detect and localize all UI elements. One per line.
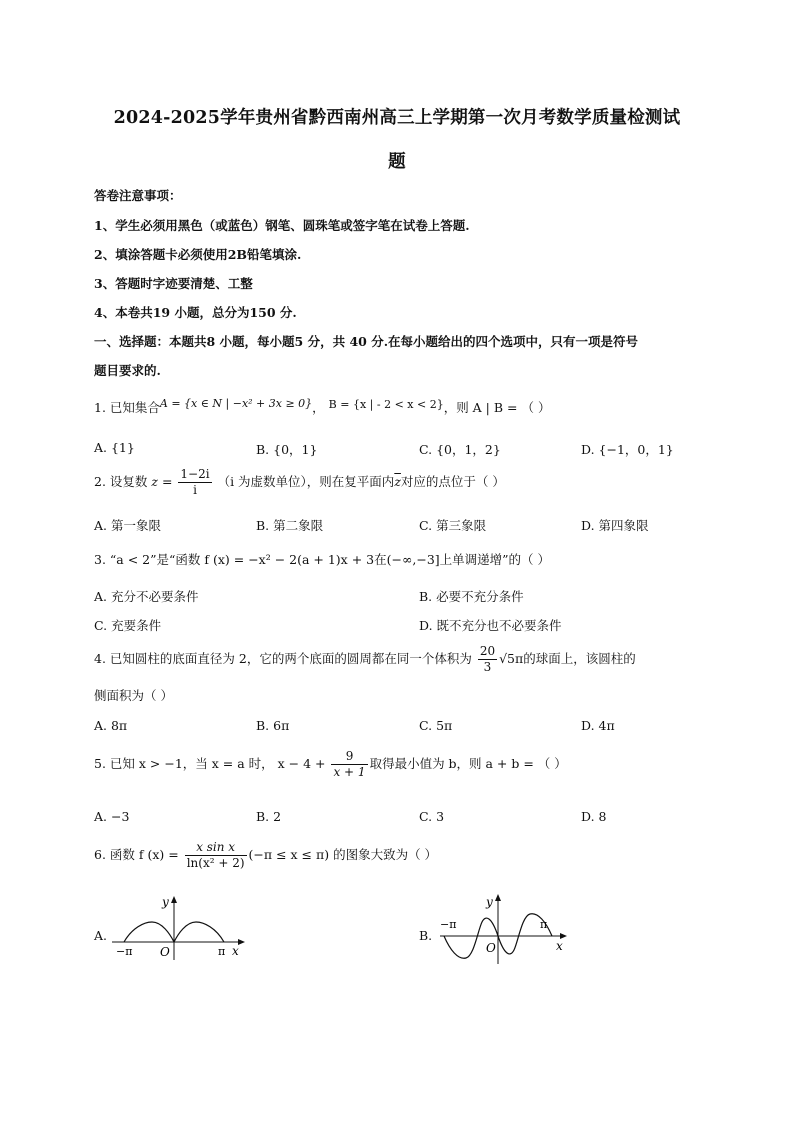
q5-numerator: 9 [331, 749, 367, 765]
question-3: 3. “a < 2”是“函数 f (x) = −x² − 2(a + 1)x + 3在(−∞,−3]上单调递增”的（ ） [94, 552, 551, 567]
graph-a-x-label: x [232, 944, 239, 958]
q1-option-d: D. {−1，0，1} [581, 442, 674, 457]
q4-numerator: 20 [479, 644, 496, 658]
graph-a-pi-label: π [218, 945, 226, 958]
notice-item-3: 3、答题时字迹要清楚、工整 [94, 276, 253, 291]
question-1 [94, 398, 550, 416]
q3-option-a: A. 充分不必要条件 [94, 589, 199, 604]
q1-set-a: A = {x ∈ N | −x² + 3x ≥ 0} [159, 397, 313, 410]
q4-option-b: B. 6π [256, 718, 290, 733]
q2-fraction [178, 467, 211, 498]
q6-graph-a [108, 894, 248, 962]
graph-a-negpi-label: −π [116, 945, 133, 958]
q5-fraction [331, 749, 367, 780]
graph-a-x-arrow [238, 939, 245, 945]
graph-b-x-label: x [556, 939, 563, 953]
q5-option-d: D. 8 [581, 809, 607, 824]
graph-b-y-label: y [486, 895, 493, 909]
q4-denominator: 3 [483, 660, 492, 674]
section1-instructions-line1: 一、选择题：本题共8 小题，每小题5 分，共 40 分.在每小题给出的四个选项中，只有一项是符号 [94, 334, 639, 349]
notice-heading: 答卷注意事项： [94, 188, 182, 203]
q6-graph-b [436, 892, 570, 966]
exam-title-line1: 2024-2025学年贵州省黔西南州高三上学期第一次月考数学质量检测试 [113, 108, 681, 128]
q4-option-d: D. 4π [581, 718, 615, 733]
q3-option-c: C. 充要条件 [94, 618, 162, 633]
q1-option-c: C. {0，1，2} [419, 442, 501, 457]
exam-title-line2: 题 [388, 152, 406, 172]
q1-prefix: 1. 已知集合 [94, 400, 160, 415]
q4-option-c: C. 5π [419, 718, 453, 733]
q4-tail: √5π的球面上，该圆柱的 [499, 651, 636, 666]
q2-option-c: C. 第三象限 [419, 518, 487, 533]
q1-option-a: A. {1} [94, 440, 135, 455]
notice-item-4: 4、本卷共19 小题，总分为150 分. [94, 305, 297, 320]
q6-prefix: 6. 函数 f (x) = [94, 847, 179, 862]
q6-denominator: ln(x² + 2) [186, 856, 245, 870]
q6-numerator: x sin x [185, 840, 247, 856]
notice-item-1: 1、学生必须用黑色（或蓝色）钢笔、圆珠笔或签字笔在试卷上答题. [94, 218, 470, 233]
q2-tail: （i 为虚数单位），则在复平面内 [217, 474, 395, 489]
question-4 [94, 644, 636, 675]
q4-line2: 侧面积为（ ） [94, 688, 173, 703]
q5-tail: 取得最小值为 b，则 a + b = （ ） [369, 756, 567, 771]
graph-a-y-arrow [171, 896, 177, 903]
q6-option-b-label: B. [419, 928, 433, 943]
q2-z: z = [151, 474, 173, 489]
q6-tail: (−π ≤ x ≤ π) 的图象大致为（ ） [248, 847, 438, 862]
section1-instructions-line2: 题目要求的. [94, 363, 161, 378]
q6-fraction [185, 840, 247, 871]
graph-a-y-label: y [162, 895, 169, 909]
q5-denominator: x + 1 [333, 765, 366, 779]
q5-prefix: 5. 已知 x > −1，当 x = a 时， x − 4 + [94, 756, 326, 771]
q2-denominator: i [193, 483, 197, 497]
q2-tail2: 对应的点位于（ ） [400, 474, 505, 489]
q1-option-b: B. {0，1} [256, 442, 318, 457]
q5-option-a: A. −3 [94, 809, 130, 824]
q4-option-a: A. 8π [94, 718, 128, 733]
notice-item-2: 2、填涂答题卡必须使用2B铅笔填涂. [94, 247, 302, 262]
graph-b-negpi-label: −π [440, 918, 457, 931]
q6-option-a-label: A. [94, 928, 108, 943]
graph-b-y-arrow [495, 894, 501, 901]
question-2 [94, 467, 505, 498]
q5-option-c: C. 3 [419, 809, 445, 824]
q3-option-b: B. 必要不充分条件 [419, 589, 524, 604]
q2-zbar: $\overline{z}$ [394, 474, 401, 489]
q5-option-b: B. 2 [256, 809, 282, 824]
question-5 [94, 749, 567, 780]
q3-option-d: D. 既不充分也不必要条件 [419, 618, 562, 633]
question-6 [94, 840, 437, 871]
q2-numerator: 1−2i [180, 467, 210, 481]
q2-option-b: B. 第二象限 [256, 518, 324, 533]
q2-option-a: A. 第一象限 [94, 518, 161, 533]
q2-prefix: 2. 设复数 [94, 474, 148, 489]
q1-set-b: B = {x | - 2 < x < 2} [328, 398, 444, 411]
graph-b-pi-label: π [540, 918, 548, 931]
graph-b-origin-label: O [486, 941, 496, 955]
q1-sep: ， [312, 400, 325, 415]
q1-tail: ，则 A | B = （ ） [443, 400, 551, 415]
q2-option-d: D. 第四象限 [581, 518, 649, 533]
q4-prefix: 4. 已知圆柱的底面直径为 2，它的两个底面的圆周都在同一个体积为 [94, 651, 472, 666]
graph-a-origin-label: O [160, 945, 170, 959]
q4-fraction [478, 644, 497, 675]
